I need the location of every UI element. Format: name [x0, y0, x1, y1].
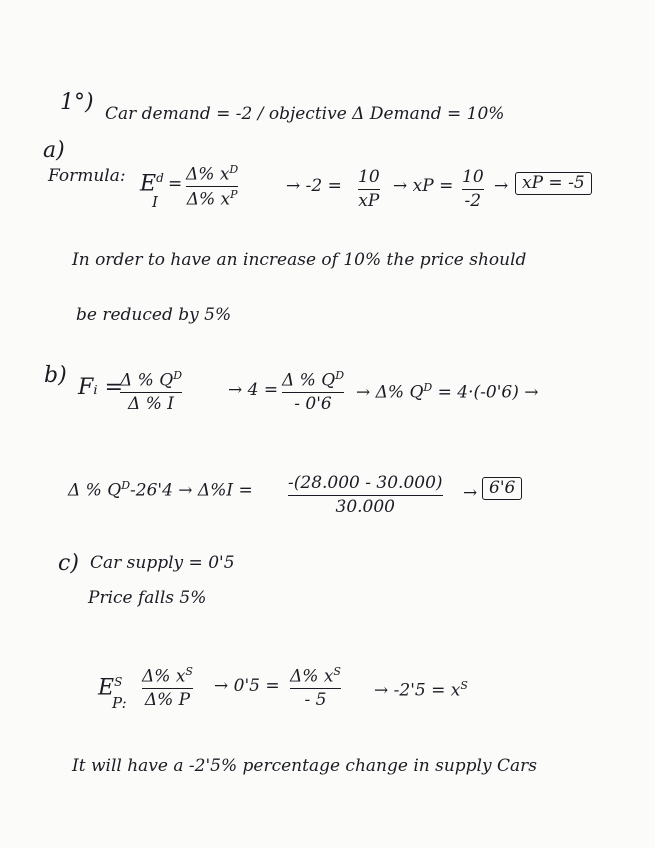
elasticity-subscript-a: I	[152, 193, 158, 211]
income-elasticity-lhs: Fᵢ =	[78, 375, 124, 400]
c-step1-lhs: → 0'5 =	[214, 676, 280, 696]
part-c-label: c)	[58, 551, 79, 576]
fraction-bar	[462, 189, 484, 190]
b-line2: Δ % $Q^D-26'4 \to \Delta\%I$ =	[68, 479, 253, 501]
equals-sign: =	[168, 174, 183, 194]
c-line2: Price falls 5%	[88, 588, 207, 608]
part-a-label: a)	[43, 138, 65, 163]
step2-fraction	[462, 168, 484, 210]
step1-numerator: 10	[358, 167, 380, 187]
fraction-bar	[290, 688, 341, 689]
b-step1-numerator: Δ % $Q^D$	[282, 369, 345, 391]
step1-lhs: → -2 =	[286, 176, 342, 196]
question-intro: Car demand = -2 / objective Δ Demand = 10%	[105, 104, 505, 124]
step2-denominator: -2	[464, 190, 482, 211]
b-line2-numerator: -(28.000 - 30.000)	[288, 473, 443, 493]
conclusion-a-line2: be reduced by 5%	[76, 305, 232, 325]
fraction-bar	[186, 186, 238, 187]
conclusion-a-line1: In order to have an increase of 10% the price should	[72, 250, 527, 270]
b-line2-denominator: 30.000	[335, 496, 395, 517]
fraction-bar	[288, 495, 443, 496]
fraction-bar	[142, 688, 193, 689]
fraction-bar	[120, 392, 182, 393]
fraction-b-formula	[120, 370, 182, 414]
fraction-c-denominator: Δ% P	[144, 690, 191, 711]
c-step2: → $-2'5 = x^S$	[374, 679, 468, 701]
c-line1: Car supply = 0'5	[90, 553, 235, 573]
fraction-bar	[282, 392, 344, 393]
elasticity-symbol-a: $E^d$	[140, 171, 164, 197]
elasticity-symbol-c: $E^S$	[98, 675, 123, 701]
result-box-a: xP = -5	[515, 172, 592, 195]
c-step1-numerator: Δ% $x^S$	[290, 665, 341, 687]
fraction-c-numerator: Δ% $x^S$	[142, 665, 193, 687]
b-step1-denominator: - 0'6	[294, 394, 332, 415]
fraction-a-numerator: Δ% $x^D$	[186, 163, 239, 185]
fraction-a-denominator: Δ% $x^P$	[186, 188, 238, 210]
arrow: →	[494, 176, 509, 196]
step1-fraction	[358, 168, 380, 210]
b-step2: → Δ% $Q^D = 4\cdot(-0'6)$ →	[356, 381, 539, 403]
c-step1-fraction	[290, 666, 341, 710]
step2-lhs: → xP =	[393, 176, 454, 196]
elasticity-subscript-c: P:	[112, 694, 127, 712]
b-step1-lhs: → 4 =	[228, 380, 279, 400]
fraction-b-numerator: Δ % $Q^D$	[120, 369, 183, 391]
conclusion-c: It will have a -2'5% percentage change in supply Cars	[72, 756, 537, 776]
b-line2-fraction	[288, 474, 443, 516]
result-box-b: 6'6	[482, 477, 522, 500]
formula-label: Formula:	[48, 166, 126, 186]
step2-numerator: 10	[462, 167, 484, 187]
b-step1-fraction	[282, 370, 344, 414]
arrow: →	[463, 483, 478, 503]
fraction-a-formula	[186, 164, 238, 210]
fraction-c-formula	[142, 666, 193, 710]
step1-denominator: xP	[358, 190, 380, 211]
fraction-bar	[358, 189, 380, 190]
question-number: 1°)	[60, 90, 94, 115]
fraction-b-denominator: Δ % I	[128, 394, 174, 415]
c-step1-denominator: - 5	[304, 690, 327, 711]
part-b-label: b)	[44, 363, 67, 388]
